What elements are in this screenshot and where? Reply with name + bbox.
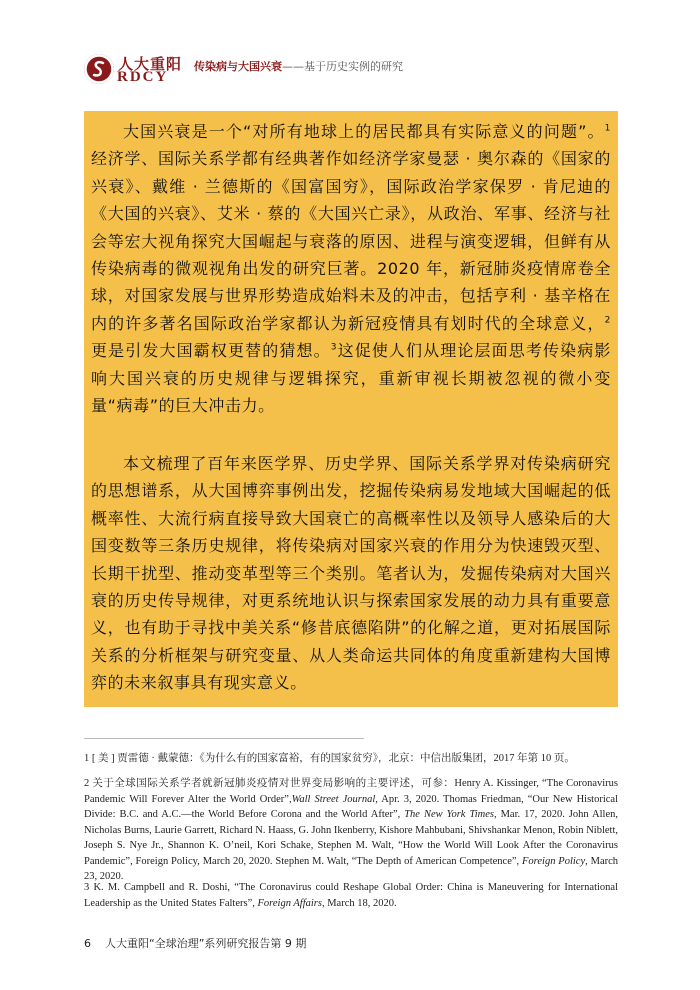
body-paragraph-1 xyxy=(91,118,611,419)
text-run: 这促使人们从理论层面思考传染病影响大国兴衰的历史规律与逻辑探究，重新审视长期被忽视的微小变量“病毒”的巨大冲击力。 xyxy=(91,341,611,416)
body-paragraph-2: 本文梳理了百年来医学界、历史学界、国际关系学界对传染病研究的思想谱系，从大国博弈事例出发，挖掘传染病易发地域大国崛起的低概率性、大流行病直接导致大国衰亡的高概率性以及领导人感染后的大国变数等三条历史规律，将传染病对国家兴衰的作用分为快速毁灭型、长期干扰型、推动变革型等三个类别。笔者认为，发掘传染病对大国兴衰的历史传导规律，对更系统地认识与探索国家发展的动力具有重要意义，也有助于寻找中美关系“修昔底德陷阱”的化解之道，更对拓展国际关系的分析框架与研究变量、从人类命运共同体的角度重新建构大国博弈的未来叙事具有现实意义。 xyxy=(91,454,611,693)
text-run: 大国兴衰是一个“对所有地球上的居民都具有实际意义的问题”。 xyxy=(123,122,605,141)
footnote-2 xyxy=(84,776,618,885)
page-number: 6 xyxy=(84,937,91,950)
italic-title: Wall Street Journal xyxy=(291,793,376,805)
rdcy-logo xyxy=(84,52,184,88)
text-run: , March 18, 2020. xyxy=(321,897,397,909)
logo-text-cn: 人大重阳 xyxy=(118,55,183,73)
text-run: 3 K. M. Campbell and R. Doshi, “The Coronavirus could Reshape Global Order: China is Maneuvering for International Leadership as the United States Falters”, xyxy=(84,882,618,909)
text-run: 更是引发大国霸权更替的猜想。 xyxy=(91,341,331,361)
text-run: 经济学、国际关系学都有经典著作如经济学家曼瑟 · 奥尔森的《国家的兴衰》、戴维 · 兰德斯的《国富国穷》，国际政治学家保罗 · 肯尼迪的《大国的兴衰》、艾米 · 蔡的《大国兴亡录》，从政治、军事、经济与社会等宏大视角探究大国崛起与衰落的原因、进程与演变逻辑，但鲜有从传染病毒的微观视角出发的研究巨著。2020 年，新冠肺炎疫情席卷全球，对国家发展与世界形势造成始料未及的冲击，包括亨利 · 基辛格在内的许多著名国际政治学家都认为新冠疫情具有划时代的全球意义， xyxy=(91,149,611,333)
running-title xyxy=(194,58,403,74)
logo-text-en: RDCY xyxy=(117,69,169,85)
footnote-ref: 2 xyxy=(604,315,611,326)
footnote-ref: 3 xyxy=(330,342,338,353)
italic-title: Foreign Affairs xyxy=(257,897,322,909)
footnote-ref: 1 xyxy=(604,123,611,134)
running-title-sub: ——基于历史实例的研究 xyxy=(282,60,403,73)
text-run: , Mar. 17, 2020. John Allen, Nicholas Burns, Laurie Garrett, Richard N. Haass, G. John Ikenberry, Kishore Mahbubani, Shivshankar Menon, Robin Niblett, Joseph S. Nye Jr., Shannon K. O’neil, Kori Schake, Stephen M. Walt, “How the World Will Look After the Coronavirus Pandemic”, Foreign Policy, March 20, 2020. Stephen M. Walt, “The Depth of American Competence”, xyxy=(84,809,619,867)
italic-title: The New York Times xyxy=(404,809,494,820)
footnote-divider xyxy=(84,738,364,739)
text-run: 1 [ 美 ] 贾雷德 · 戴蒙德：《为什么有的国家富裕，有的国家贫穷》，北京：中信出版集团，2017 年第 10 页。 xyxy=(84,753,575,764)
page-header xyxy=(84,52,684,88)
text-run: , Apr. 3, 2020. Thomas Friedman, “Our New Historical Divide: B.C. and A.C.—the World Before Corona and the World After”, xyxy=(84,793,618,820)
running-title-main: 传染病与大国兴衰 xyxy=(194,60,282,73)
text-run: , March 23, 2020. xyxy=(84,855,619,882)
series-label: 人大重阳“全球治理”系列研究报告第 9 期 xyxy=(105,937,307,950)
footnote-3 xyxy=(84,880,618,911)
text-run: 2 关于全球国际关系学者就新冠肺炎疫情对世界变局影响的主要评述，可参：Henry A. Kissinger, “The Coronavirus Pandemic Will Forever Alter the World Order”, xyxy=(84,778,618,805)
rdcy-emblem-icon xyxy=(84,54,114,84)
page-footer xyxy=(84,935,306,951)
footnote-1 xyxy=(84,751,618,767)
italic-title: Foreign Policy xyxy=(522,855,586,867)
